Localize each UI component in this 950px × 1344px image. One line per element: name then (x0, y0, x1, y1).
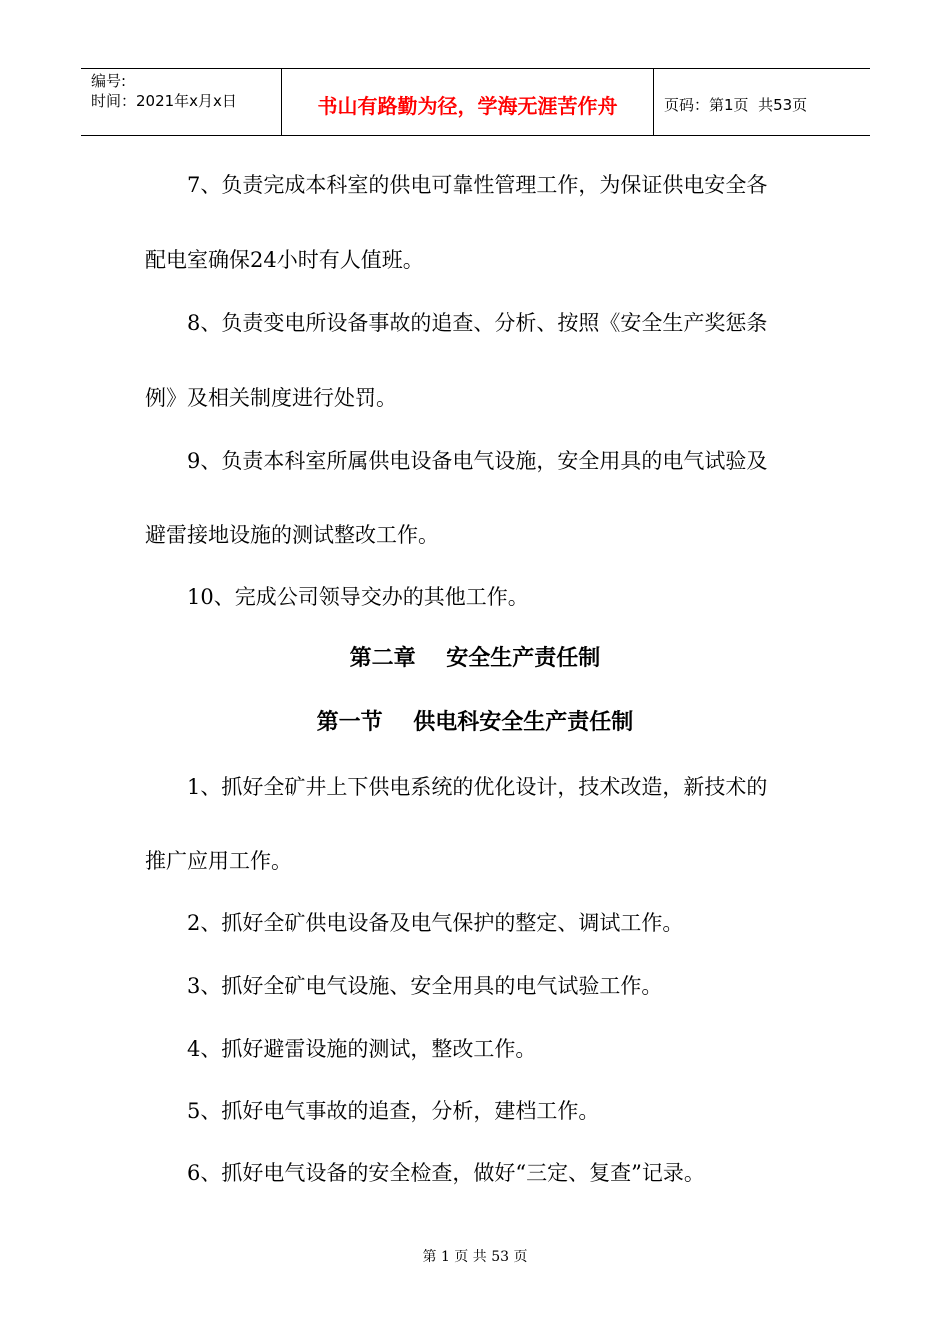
header-motto: 书山有路勤为径，学海无涯苦作舟 (282, 69, 654, 135)
paragraph-line: 避雷接地设施的测试整改工作。 (145, 523, 439, 547)
paragraph-line: 5、抓好电气事故的追查，分析，建档工作。 (187, 1099, 600, 1123)
header-meta (81, 69, 282, 135)
paragraph-line: 9、负责本科室所属供电设备电气设施，安全用具的电气试验及 (187, 449, 768, 473)
paragraph-line: 2、抓好全矿供电设备及电气保护的整定、调试工作。 (187, 911, 684, 935)
document-header (81, 68, 870, 136)
chapter-heading: 第二章 安全生产责任制 (349, 646, 601, 671)
paragraph-line: 推广应用工作。 (145, 849, 292, 873)
page-footer: 第 1 页 共 53 页 (422, 1249, 528, 1265)
paragraph-line: 例》及相关制度进行处罚。 (145, 386, 397, 410)
paragraph-line: 1、抓好全矿井上下供电系统的优化设计，技术改造，新技术的 (187, 775, 768, 799)
paragraph-line: 4、抓好避雷设施的测试，整改工作。 (187, 1037, 537, 1061)
paragraph-line: 6、抓好电气设备的安全检查，做好“三定、复查”记录。 (187, 1161, 705, 1185)
paragraph-line: 8、负责变电所设备事故的追查、分析、按照《安全生产奖惩条 (187, 311, 768, 335)
paragraph-line: 10、完成公司领导交办的其他工作。 (187, 585, 529, 609)
paragraph-line: 3、抓好全矿电气设施、安全用具的电气试验工作。 (187, 974, 663, 998)
header-page-info-text: 页码：第1页 共53页 (664, 95, 808, 114)
header-page-info (654, 69, 870, 135)
document-date: 时间：2021年x月x日 (91, 92, 237, 110)
paragraph-line: 配电室确保24小时有人值班。 (145, 248, 424, 272)
section-heading: 第一节 供电科安全生产责任制 (316, 710, 634, 735)
document-number-label: 编号: (91, 72, 127, 90)
paragraph-line: 7、负责完成本科室的供电可靠性管理工作，为保证供电安全各 (187, 173, 768, 197)
